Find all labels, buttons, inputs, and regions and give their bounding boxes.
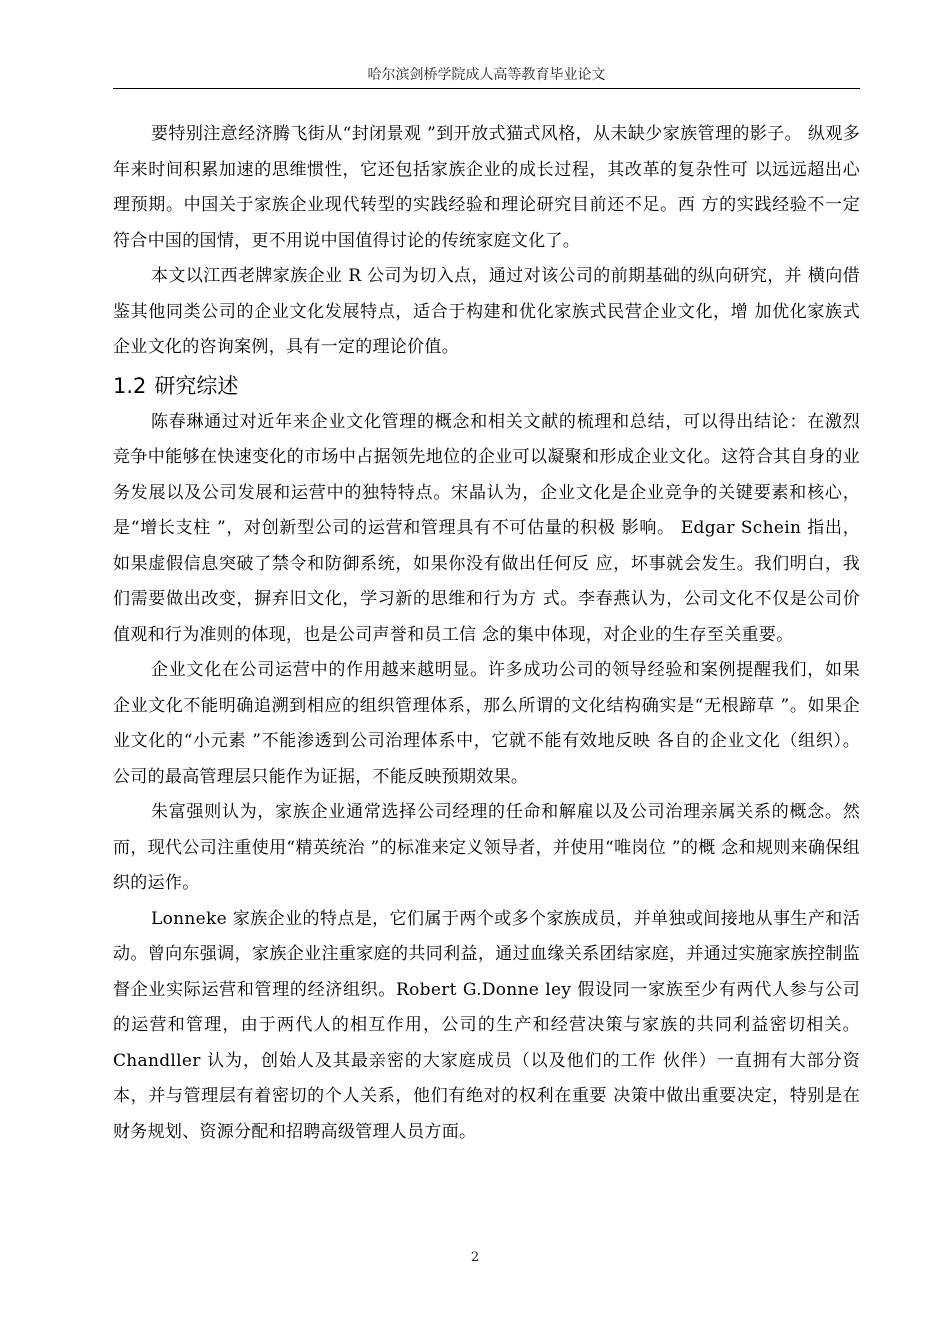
document-body [113,117,860,1150]
paragraph: Lonneke 家族企业的特点是，它们属于两个或多个家族成员，并单独或间接地从事生产和活动。曾向东强调，家族企业注重家庭的共同利益，通过血缘关系团结家庭，并通过实施家族控制监督企业实际运营和管理的经济组织。Robert G.Donne ley 假设同一家族至少有两代人参与公司的运营和管理，由于两代人的相互作用，公司的生产和经营决策与家族的共同利益密切相关。Chandller 认为，创始人及其最亲密的大家庭成员（以及他们的工作 伙伴）一直拥有大部分资本，并与管理层有着密切的个人关系，他们有绝对的权利在重要 决策中做出重要决定，特别是在财务规划、资源分配和招聘高级管理人员方面。 [113,908,860,1142]
paragraph: 朱富强则认为，家族企业通常选择公司经理的任命和解雇以及公司治理亲属关系的概念。然而，现代公司注重使用“精英统治 ”的标准来定义领导者，并使用“唯岗位 ”的概 念和规则来确保组织的运作。 [113,802,860,893]
section-title: 研究综述 [154,373,239,398]
paragraph: 陈春琳通过对近年来企业文化管理的概念和相关文献的梳理和总结，可以得出结论：在激烈竞争中能够在快速变化的市场中占据领先地位的企业可以凝聚和形成企业文化。这符合其自身的业务发展以及公司发展和运营中的独特特点。宋晶认为，企业文化是企业竞争的关键要素和核心，是“增长支柱 ”，对创新型公司的运营和管理具有不可估量的积极 影响。 Edgar Schein 指出，如果虚假信息突破了禁令和防御系统，如果你没有做出任何反 应，坏事就会发生。我们明白，我们需要做出改变，摒弃旧文化，学习新的思维和行为方 式。李春燕认为，公司文化不仅是公司价值观和行为准则的体现，也是公司声誉和员工信 念的集中体现，对企业的生存至关重要。 [113,411,860,645]
paragraph: 要特别注意经济腾飞街从“封闭景观 ”到开放式猫式风格，从未缺少家族管理的影子。 纵观多年来时间积累加速的思维惯性，它还包括家族企业的成长过程，其改革的复杂性可 以远远超出心理预期。中国关于家族企业现代转型的实践经验和理论研究目前还不足。西 方的实践经验不一定符合中国的国情，更不用说中国值得讨论的传统家庭文化了。 [113,124,860,251]
page-header: 哈尔滨剑桥学院成人高等教育毕业论文 [367,67,606,83]
header-divider [113,88,860,89]
section-number: 1.2 [113,373,147,398]
section-heading [113,368,860,404]
paragraph: 本文以江西老牌家族企业 R 公司为切入点，通过对该公司的前期基础的纵向研究，并 横向借鉴其他同类公司的企业文化发展特点，适合于构建和优化家族式民营企业文化，增 加优化家族式企业文化的咨询案例，具有一定的理论价值。 [113,266,860,357]
page-number: 2 [470,1250,480,1265]
paragraph: 企业文化在公司运营中的作用越来越明显。许多成功公司的领导经验和案例提醒我们，如果企业文化不能明确追溯到相应的组织管理体系，那么所谓的文化结构确实是“无根蹄草 ”。如果企业文化的“小元素 ”不能渗透到公司治理体系中，它就不能有效地反映 各自的企业文化（组织）。公司的最高管理层只能作为证据，不能反映预期效果。 [113,660,860,787]
